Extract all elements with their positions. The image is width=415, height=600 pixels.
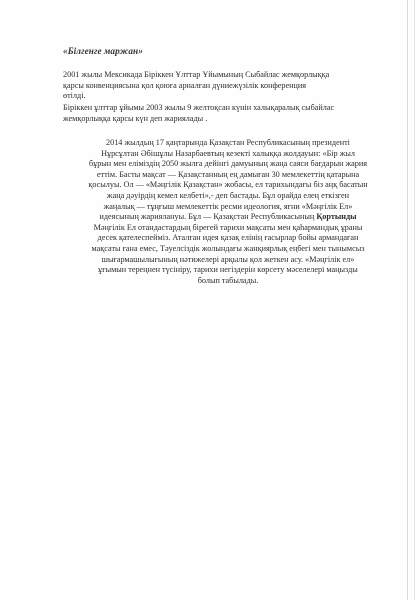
bold-word-kortyndy: Қортынды [316, 212, 357, 222]
paragraph-3-line: 2014 жылдың 17 қаңтарында Қазақстан Республикасының президенті [106, 138, 350, 147]
document-heading: «Білгенге маржан» [63, 46, 143, 56]
paragraph-3-line: еттім. Басты мақсат — Қазақстанның ең дамыған 30 мемлекеттің қатарына [96, 169, 360, 179]
paragraph-1-line: 2001 жылы Мексикада Біріккен Ұлттар Ұйымының Сыбайлас жемқорлыққа [63, 70, 330, 79]
paragraph-3-line: болып табылады. [197, 275, 259, 285]
paragraph-3-line: шығармашылығының нәтижелері арқылы қол жеткен асу. «Мәңгілік ел» [101, 254, 355, 264]
scan-edge-line [407, 0, 408, 600]
paragraph-3-line: ұғымын тереңнен түсініру, тарихи негіздерін көрсету мәселелері маңызды [98, 265, 358, 275]
paragraph-3-line: бұрын мен еліміздің 2050 жылға дейінгі дамуының жаңа саяси бағдарын жария [88, 159, 368, 169]
paragraph-3-line-with-bold [63, 212, 393, 223]
paragraph-1 [63, 70, 393, 102]
paragraph-3-line: жаңалық — тұңғыш мемлекеттік ресми идеология, яғни «Мәңгілік Ел» [103, 201, 353, 211]
paragraph-3-line: қосылуы. Ол — «Мәңгілік Қазақстан» жобасы, ел тарихындағы біз аңқ басатын [88, 180, 368, 190]
paragraph-1-line: өтілді. [63, 91, 86, 101]
paragraph-2 [63, 103, 393, 124]
paragraph-2-line: жемқорлыққа қарсы күн деп жариялады . [63, 113, 208, 123]
paragraph-3-line: мақсаты ғана емес, Тәуелсіздік жолындағы жанқиярлық еңбегі мен тынымсыз [91, 243, 365, 253]
paragraph-2-line: Біріккен ұлттар ұйымы 2003 жылы 9 желтоқсан күнін халықаралық сыбайлас [63, 103, 335, 112]
paragraph-1-line: қарсы конвенциясына қол қоюға арналған дүниежүзілік конференция [63, 80, 307, 90]
paragraph-3-line: Мәңгілік Ел отандастардың бірегей тарихи мақсаты мен қаһармандық ұраны [93, 222, 363, 232]
paragraph-3 [63, 138, 393, 286]
paragraph-3-line: Нұрсұлтан Әбішұлы Назарбаевтың кезекті халыққа жолдауын: «Бір жыл [101, 148, 355, 158]
paragraph-3-line: десек қателеспейміз. Аталған идея қазақ елінің ғасырлар бойы армандаған [97, 233, 359, 243]
paragraph-3-line: жаңа дәуірдің кемел келбеті»,- деп бастады. Бұл орайда елең еткізген [106, 190, 350, 200]
paragraph-3-line-text: идеясының жариялануы. Бұл — Қазақстан Республикасының [99, 212, 315, 222]
